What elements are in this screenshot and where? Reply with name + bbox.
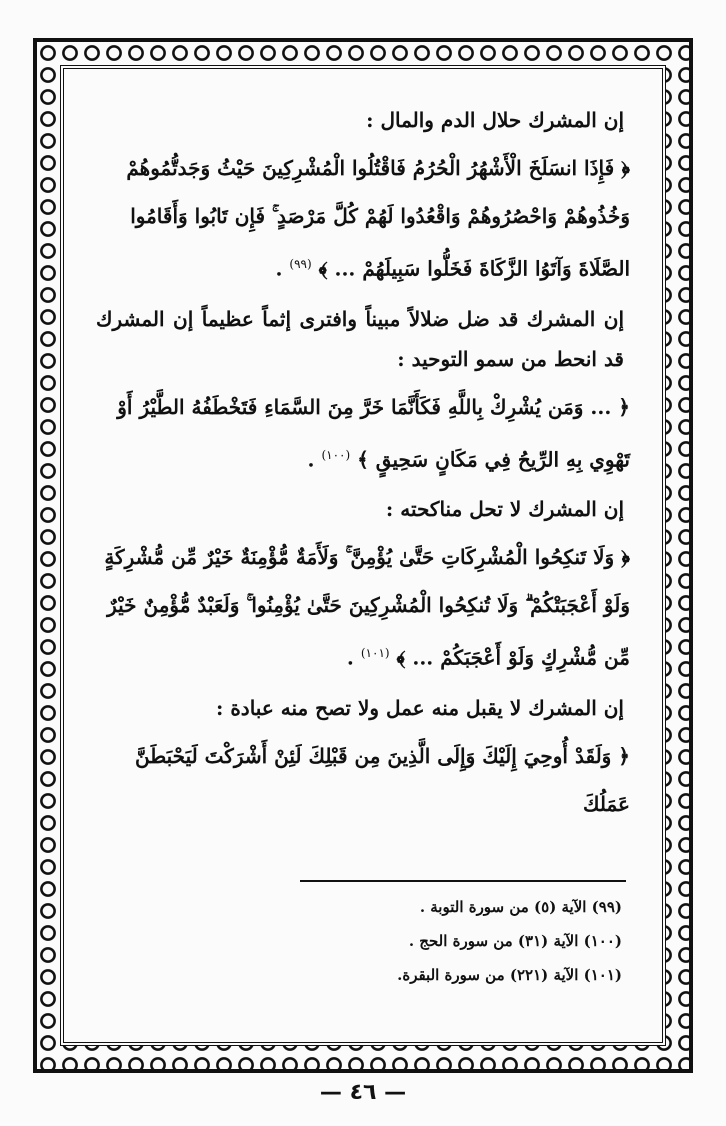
footnote-100: (١٠٠) الآية (٣١) من سورة الحج . — [408, 932, 622, 950]
footnote-99: (٩٩) الآية (٥) من سورة التوبة . — [419, 898, 622, 916]
heading-marriage: إن المشرك لا تحل مناكحته : — [385, 497, 624, 522]
page-number: — ٤٦ — — [319, 1080, 407, 1105]
verse-101-text: ﴿ وَلَا تَنكِحُوا الْمُشْرِكَاتِ حَتَّىٰ يُؤْمِنَّ ۚ وَلَأَمَةٌ مُّؤْمِنَةٌ خَيْرٌ مِّن مُّشْرِكَةٍ وَلَوْ أَعْجَبَتْكُمْ ۗ وَلَا تُنكِحُوا الْمُشْرِكِينَ حَتَّىٰ يُؤْمِنُوا ۚ وَلَعَبْدٌ مُّؤْمِنٌ خَيْرٌ مِّن مُّشْرِكٍ وَلَوْ أَعْجَبَكُمْ ... ﴾ — [104, 545, 630, 670]
verse-99-text: ﴿ فَإِذَا انسَلَخَ الْأَشْهُرُ الْحُرُمُ فَاقْتُلُوا الْمُشْرِكِينَ حَيْثُ وَجَدتُّمُوهُمْ وَخُذُوهُمْ وَاحْصُرُوهُمْ وَاقْعُدُوا لَهُمْ كُلَّ مَرْصَدٍ ۚ فَإِن تَابُوا وَأَقَامُوا الصَّلَاةَ وَآتَوُا الزَّكَاةَ فَخَلُّوا سَبِيلَهُمْ ... ﴾ — [126, 156, 630, 281]
footnote-101: (١٠١) الآية (٢٢١) من سورة البقرة. — [397, 966, 622, 984]
verse-101: ﴿ وَلَا تَنكِحُوا الْمُشْرِكَاتِ حَتَّىٰ يُؤْمِنَّ ۚ وَلَأَمَةٌ مُّؤْمِنَةٌ خَيْرٌ مِّن مُّشْرِكَةٍ وَلَوْ أَعْجَبَتْكُمْ ۗ وَلَا تُنكِحُوا الْمُشْرِكِينَ حَتَّىٰ يُؤْمِنُوا ۚ وَلَعَبْدٌ مُّؤْمِنٌ خَيْرٌ مِّن مُّشْرِكٍ وَلَوْ أَعْجَبَكُمْ ... ﴾ $^{(١٠١)}$ . — [104, 545, 630, 670]
verse-zumar: ﴿ وَلَقَدْ أُوحِيَ إِلَيْكَ وَإِلَى الَّذِينَ مِن قَبْلِكَ لَئِنْ أَشْرَكْتَ لَيَحْبَطَنَّ عَمَلُكَ — [135, 743, 630, 816]
paragraph-misguidance: إن المشرك قد ضل ضلالاً مبيناً وافترى إثماً عظيماً إن المشرك قد انحط من سمو التوحيد : — [96, 306, 624, 371]
footnote-ref-99: (٩٩) — [289, 257, 312, 271]
footnote-ref-101: (١٠١) — [360, 646, 390, 661]
page-body — [96, 100, 630, 950]
verse-100: ﴿ ... وَمَن يُشْرِكْ بِاللَّهِ فَكَأَنَّمَا خَرَّ مِنَ السَّمَاءِ فَتَخْطَفُهُ الطَّيْرُ أَوْ تَهْوِي بِهِ الرِّيحُ فِي مَكَانٍ سَحِيقٍ ﴾ $^{(١٠٠)}$ . — [117, 394, 630, 472]
heading-deeds: إن المشرك لا يقبل منه عمل ولا تصح منه عبادة : — [215, 695, 624, 720]
footnotes — [300, 880, 626, 992]
verse-99: ﴿ فَإِذَا انسَلَخَ الْأَشْهُرُ الْحُرُمُ فَاقْتُلُوا الْمُشْرِكِينَ حَيْثُ وَجَدتُّمُوهُمْ وَخُذُوهُمْ وَاحْصُرُوهُمْ وَاقْعُدُوا لَهُمْ كُلَّ مَرْصَدٍ ۚ فَإِن تَابُوا وَأَقَامُوا الصَّلَاةَ وَآتَوُا الزَّكَاةَ فَخَلُّوا سَبِيلَهُمْ ... ﴾ $^{(٩٩)}$ . — [126, 156, 630, 281]
heading-blood-wealth: إن المشرك حلال الدم والمال : — [366, 108, 624, 132]
footnote-ref-100: (١٠٠) — [321, 447, 351, 462]
verse-100-text: ﴿ ... وَمَن يُشْرِكْ بِاللَّهِ فَكَأَنَّمَا خَرَّ مِنَ السَّمَاءِ فَتَخْطَفُهُ الطَّيْرُ أَوْ تَهْوِي بِهِ الرِّيحُ فِي مَكَانٍ سَحِيقٍ ﴾ — [117, 394, 630, 472]
